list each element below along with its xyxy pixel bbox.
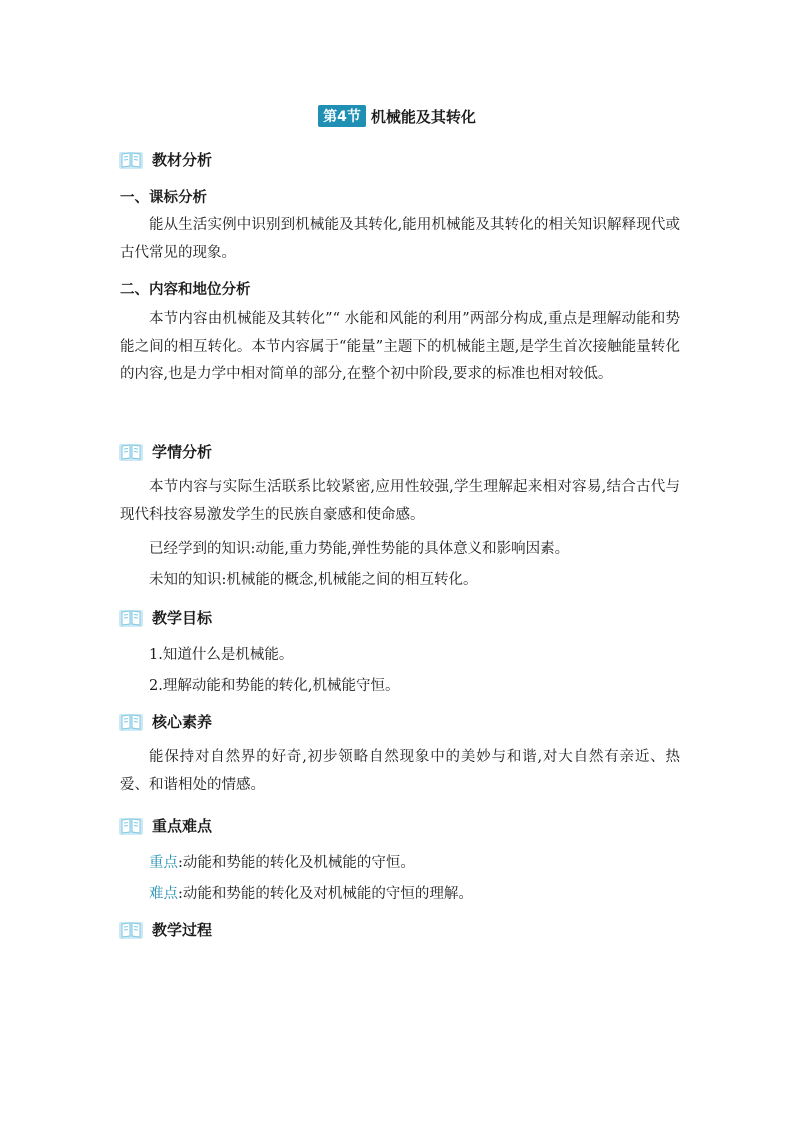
- section-heading-literacy: [119, 710, 212, 732]
- section-heading-keypoints: [119, 814, 212, 836]
- section-badge: 第4节: [318, 105, 366, 127]
- section-heading-analysis: [119, 148, 212, 170]
- section-label: 教学目标: [152, 608, 213, 627]
- subheading-curriculum: 一、课标分析: [120, 190, 207, 206]
- section-label: 教材分析: [152, 150, 213, 169]
- difficult-point-label: 难点: [149, 886, 178, 902]
- paragraph-curriculum: 能从生活实例中识别到机械能及其转化,能用机械能及其转化的相关知识解释现代或古代常见的现象。: [120, 217, 680, 261]
- paragraph-student-1: 本节内容与实际生活联系比较紧密,应用性较强,学生理解起来相对容易,结合古代与现代科技容易激发学生的民族自豪感和使命感。: [120, 479, 680, 523]
- key-point-text: :动能和势能的转化及机械能的守恒。: [178, 855, 415, 871]
- paragraph-content: 本节内容由机械能及其转化”“ 水能和风能的利用”两部分构成,重点是理解动能和势能之间的相互转化。本节内容属于“能量”主题下的机械能主题,是学生首次接触能量转化的内容,也是力学中相对简单的部分,在整个初中阶段,要求的标准也相对较低。: [120, 311, 680, 382]
- open-book-icon: [119, 150, 143, 169]
- open-book-icon: [119, 608, 143, 627]
- paragraph-student-2: 已经学到的知识:动能,重力势能,弹性势能的具体意义和影响因素。: [149, 541, 570, 557]
- open-book-icon: [119, 920, 143, 939]
- open-book-icon: [119, 816, 143, 835]
- goal-item-2: 2.理解动能和势能的转化,机械能守恒。: [149, 678, 400, 694]
- difficult-point: [149, 882, 473, 903]
- paragraph-literacy: 能保持对自然界的好奇,初步领略自然现象中的美妙与和谐,对大自然有亲近、热爱、和谐相处的情感。: [120, 749, 680, 793]
- key-point: [149, 851, 415, 872]
- subheading-content: 二、内容和地位分析: [120, 282, 251, 298]
- difficult-point-text: :动能和势能的转化及对机械能的守恒的理解。: [178, 886, 473, 902]
- section-label: 教学过程: [152, 920, 213, 939]
- section-heading-student: [119, 440, 212, 462]
- section-label: 核心素养: [152, 712, 213, 731]
- goal-item-1: 1.知道什么是机械能。: [149, 647, 294, 663]
- key-point-label: 重点: [149, 855, 178, 871]
- section-label: 重点难点: [152, 816, 213, 835]
- section-heading-goals: [119, 606, 212, 628]
- lesson-title-text: 机械能及其转化: [370, 108, 476, 126]
- section-heading-process: [119, 918, 212, 940]
- section-label: 学情分析: [152, 442, 213, 461]
- open-book-icon: [119, 442, 143, 461]
- open-book-icon: [119, 712, 143, 731]
- lesson-title: [0, 105, 794, 127]
- paragraph-student-3: 未知的知识:机械能的概念,机械能之间的相互转化。: [149, 572, 478, 588]
